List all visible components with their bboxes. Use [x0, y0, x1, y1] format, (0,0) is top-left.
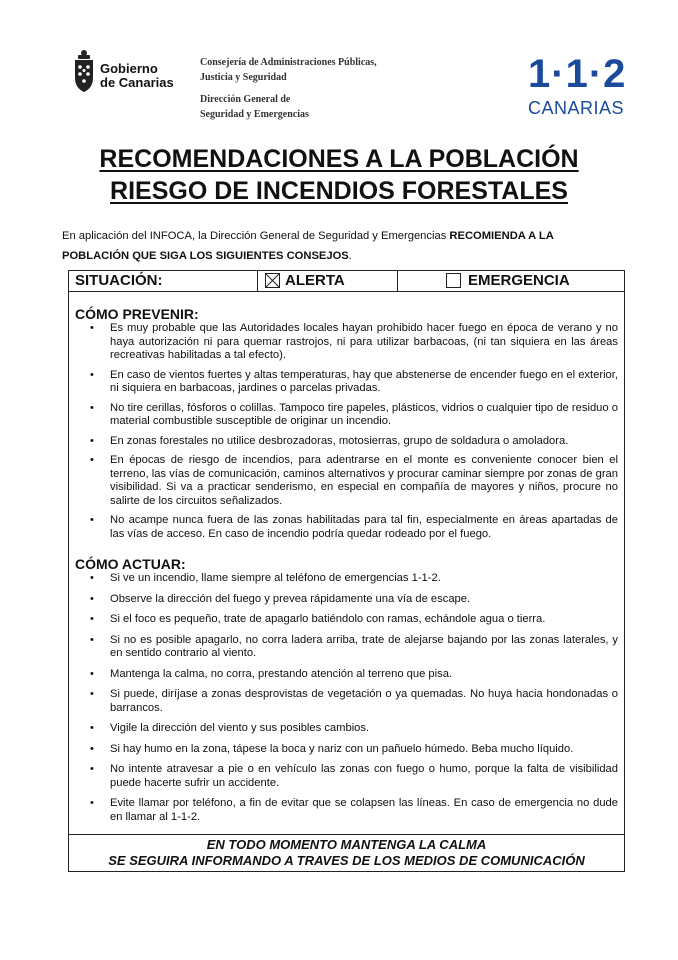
page-title [0, 143, 678, 207]
direccion-text [200, 92, 309, 122]
emergency-label: EMERGENCIA [468, 272, 570, 289]
intro-paragraph [62, 226, 622, 266]
intro-bold: RECOMIENDA A LA POBLACIÓN QUE SIGA LOS SIGUIENTES CONSEJOS [62, 230, 554, 262]
list-item: • Si ve un incendio, llame siempre al teléfono de emergencias 1-1-2. [69, 572, 624, 586]
actuar-list [69, 572, 624, 824]
list-item: • Observe la dirección del fuego y prevea rápidamente una vía de escape. [69, 593, 624, 607]
recommendations-box [68, 270, 625, 872]
footer-banner [69, 834, 624, 871]
list-item: • No intente atravesar a pie o en vehículo las zonas con fuego o humo, porque la falta de visibilidad puede hacerte sufrir un accidente. [69, 763, 624, 790]
logo-112-region: CANARIAS [528, 98, 625, 118]
alert-checkbox-checked [265, 273, 280, 288]
consejeria-text [200, 55, 377, 85]
intro-normal: En aplicación del INFOCA, la Dirección General de Seguridad y Emergencias [62, 230, 450, 242]
list-item: • En caso de vientos fuertes y altas temperaturas, hay que abstenerse de encender fuego en el exterior, ni siquiera en barbacoas, jardines o parcelas privadas. [69, 369, 624, 396]
gobierno-line2: de Canarias [100, 75, 174, 90]
list-item: • En zonas forestales no utilice desbrozadoras, motosierras, grupo de soldadura o amoladora. [69, 435, 624, 449]
list-item: • Es muy probable que las Autoridades locales hayan prohibido hacer fuego en época de verano y no haya autorización ni para quemar rastrojos, ni para utilizar barbacoas, (ni tan siquiera en las áreas recreativas habilitadas a tal efecto). [69, 322, 624, 363]
list-item: • Evite llamar por teléfono, a fin de evitar que se colapsen las líneas. En caso de emergencia no dude en llamar al 1-1-2. [69, 797, 624, 824]
consejeria-line2: Justicia y Seguridad [200, 72, 287, 83]
document-header [0, 0, 678, 130]
list-item: • Si el foco es pequeño, trate de apagarlo batiéndolo con ramas, echándole agua o tierra. [69, 613, 624, 627]
list-item: • Si hay humo en la zona, tápese la boca y nariz con un pañuelo húmedo. Beba mucho líquido. [69, 743, 624, 757]
list-item: • En épocas de riesgo de incendios, para adentrarse en el monte es conveniente conocer bien el terreno, las vías de comunicación, caminos alternativos y procurar caminar siempre por zonas de gran visibilidad. Si va a practicar senderismo, en especial en compañía de mayores y niños, procure no salirte de los circuitos señalizados. [69, 454, 624, 508]
title-line2: RIESGO DE INCENDIOS FORESTALES [110, 177, 568, 205]
title-line1: RECOMENDACIONES A LA POBLACIÓN [99, 145, 579, 173]
prevenir-list [69, 322, 624, 541]
direccion-line2: Seguridad y Emergencias [200, 109, 309, 120]
situation-emergency-cell [398, 271, 623, 291]
footer-line1: EN TODO MOMENTO MANTENGA LA CALMA [206, 837, 487, 852]
direccion-line1: Dirección General de [200, 94, 291, 105]
situation-alert-cell [258, 271, 398, 291]
coat-of-arms-icon [70, 48, 98, 94]
situation-row [69, 271, 624, 292]
gobierno-line1: Gobierno [100, 61, 158, 76]
list-item: • Vigile la dirección del viento y sus posibles cambios. [69, 722, 624, 736]
logo-112-number: 1·1·2 [528, 52, 627, 96]
list-item: • No acampe nunca fuera de las zonas habilitadas para tal fin, especialmente en áreas apartadas de las vías de acceso. En caso de incendio podría quedar rodeado por el fuego. [69, 514, 624, 541]
consejeria-line1: Consejería de Administraciones Públicas, [200, 57, 377, 68]
emergency-checkbox-empty [446, 273, 461, 288]
list-item: • No tire cerillas, fósforos o colillas. Tampoco tire papeles, plásticos, vidrios o cualquier tipo de residuo o material combustible susceptible de originar un incendio. [69, 402, 624, 429]
intro-end: . [348, 250, 352, 262]
gobierno-de-canarias-logo [70, 48, 180, 96]
list-item: • Si no es posible apagarlo, no corra ladera arriba, trate de alejarse bajando por las zonas laterales, y en sentido contrario al viento. [69, 634, 624, 661]
actuar-heading: CÓMO ACTUAR: [75, 556, 186, 572]
list-item: • Mantenga la calma, no corra, prestando atención al terreno que pisa. [69, 668, 624, 682]
alert-label: ALERTA [285, 272, 345, 289]
footer-line2: SE SEGUIRA INFORMANDO A TRAVES DE LOS MEDIOS DE COMUNICACIÓN [108, 853, 585, 868]
list-item: • Si puede, diríjase a zonas desprovistas de vegetación o ya quemadas. No huya hacia hondonadas o barrancos. [69, 688, 624, 715]
gobierno-wordmark [100, 62, 174, 90]
situation-label: SITUACIÓN: [69, 271, 258, 291]
prevenir-heading: CÓMO PREVENIR: [75, 306, 199, 322]
logo-112-canarias [528, 52, 627, 122]
